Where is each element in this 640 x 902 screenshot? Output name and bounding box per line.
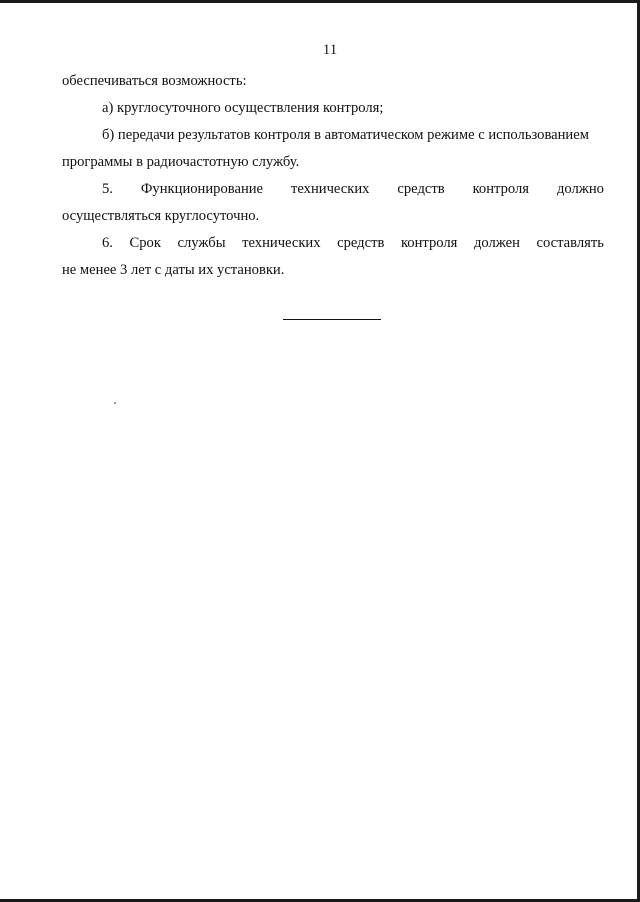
paragraph-6-word: контроля [400, 235, 458, 251]
list-item-b-line2: программы в радиочастотную службу. [62, 154, 300, 170]
paragraph-5-number: 5. [102, 181, 113, 197]
paragraph-6-number: 6. [102, 235, 113, 251]
paragraph-5-word: Функционирование [140, 181, 264, 197]
page-number: 11 [322, 42, 338, 58]
paragraph-5-word: должно [556, 181, 604, 197]
paragraph-6-word: составлять [536, 235, 604, 251]
paragraph-5-line2: осуществляться круглосуточно. [62, 208, 260, 224]
paragraph-5-word: технических [291, 181, 370, 197]
list-item-a: а) круглосуточного осуществления контроля; [102, 100, 384, 116]
paragraph-6-line1 [62, 230, 604, 257]
paragraph-5-word: средств [397, 181, 445, 197]
document-body [62, 68, 604, 284]
paragraph-6-word: средств [337, 235, 385, 251]
end-of-document-rule [283, 319, 381, 320]
paragraph-6-word: Срок [129, 235, 161, 251]
paragraph-6-word: службы [177, 235, 226, 251]
scan-speck [114, 402, 116, 404]
scan-edge-top [0, 0, 640, 3]
paragraph-6-word: технических [242, 235, 321, 251]
list-item-b-line1: б) передачи результатов контроля в автоматическом режиме с использованием [102, 127, 589, 143]
intro-line: обеспечиваться возможность: [62, 73, 247, 89]
paragraph-6-word: должен [473, 235, 520, 251]
paragraph-5-word: контроля [472, 181, 529, 197]
paragraph-6-line2: не менее 3 лет с даты их установки. [62, 262, 285, 278]
paragraph-5-line1 [62, 176, 604, 203]
